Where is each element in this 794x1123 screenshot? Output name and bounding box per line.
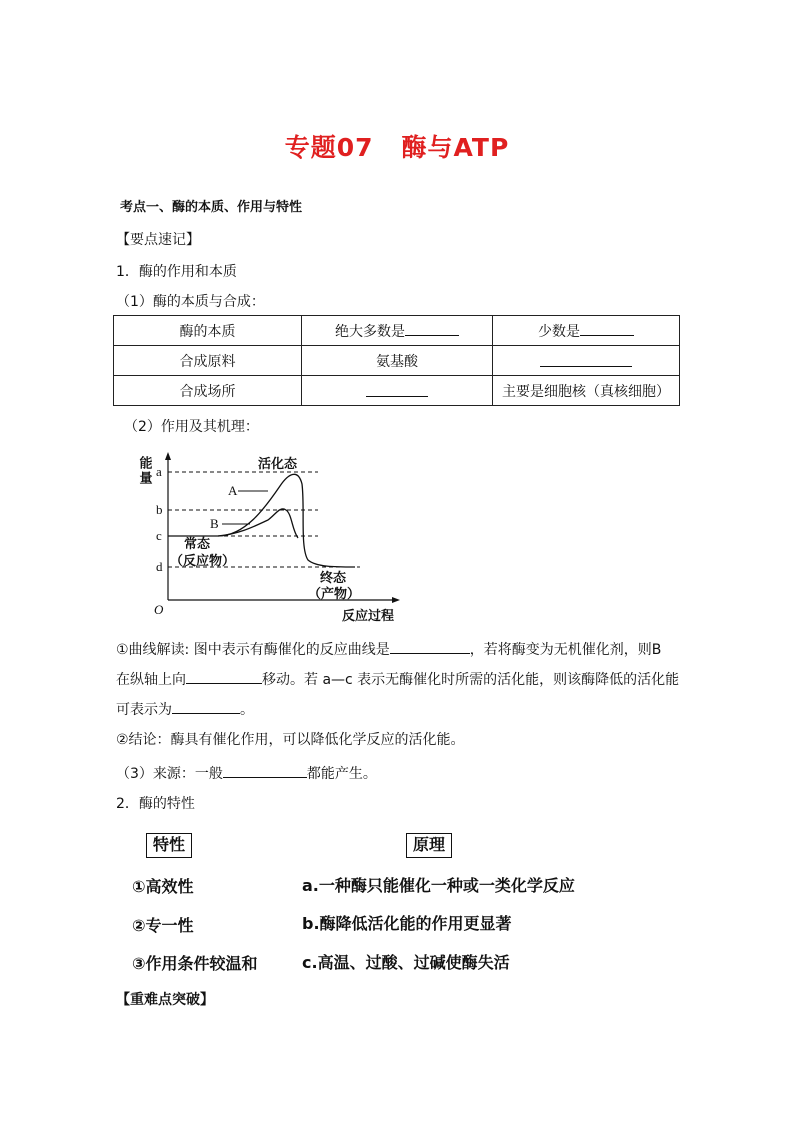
table-cell: 酶的本质 bbox=[114, 316, 302, 346]
principle-item: c.高温、过酸、过碱使酶失活 bbox=[302, 953, 510, 972]
peak-label: 活化态 bbox=[258, 457, 298, 472]
answer-blank[interactable] bbox=[540, 351, 632, 367]
table-row bbox=[114, 376, 680, 406]
answer-blank[interactable] bbox=[366, 381, 428, 397]
trait-item: ③作用条件较温和 bbox=[132, 954, 258, 973]
conclusion-text: ②结论：酶具有催化作用，可以降低化学反应的活化能。 bbox=[116, 732, 465, 748]
curve-b-label: B bbox=[210, 516, 219, 531]
level-d-label: d bbox=[156, 559, 163, 574]
answer-blank[interactable] bbox=[390, 638, 470, 654]
table-row bbox=[114, 346, 680, 376]
answer-blank[interactable] bbox=[580, 320, 634, 336]
table-cell bbox=[302, 376, 493, 406]
source-line: （3）来源：一般 都能产生。 bbox=[116, 762, 377, 784]
traits-header-box: 特性 bbox=[146, 833, 192, 858]
section-heading: 考点一、酶的本质、作用与特性 bbox=[120, 200, 303, 215]
answer-blank[interactable] bbox=[172, 698, 240, 714]
answer-blank[interactable] bbox=[223, 762, 307, 778]
level-a-label: a bbox=[156, 464, 162, 479]
enzyme-nature-table bbox=[113, 315, 680, 406]
sub-2-heading: （2）作用及其机理： bbox=[124, 419, 259, 435]
question-1-line-3: 可表示为 。 bbox=[116, 698, 254, 720]
item-2-heading: 2．酶的特性 bbox=[116, 796, 195, 812]
x-axis-arrow bbox=[392, 597, 400, 603]
answer-blank[interactable] bbox=[186, 668, 262, 684]
end-sub-label: （产物） bbox=[308, 587, 361, 602]
level-c-label: c bbox=[156, 528, 162, 543]
principle-item: b.酶降低活化能的作用更显著 bbox=[302, 914, 512, 933]
curve-a-label: A bbox=[228, 483, 238, 498]
page-title bbox=[0, 128, 794, 164]
table-row bbox=[114, 316, 680, 346]
table-cell bbox=[493, 346, 680, 376]
y-axis-label: 能量 bbox=[136, 456, 152, 486]
energy-diagram bbox=[136, 448, 430, 628]
origin-label: O bbox=[154, 602, 164, 617]
title-main: 专题07 bbox=[284, 133, 374, 162]
start-sub-label: （反应物） bbox=[170, 554, 236, 569]
end-label: 终态 bbox=[320, 571, 347, 586]
sub-1-heading: （1）酶的本质与合成： bbox=[116, 294, 265, 310]
key-points-heading: 【要点速记】 bbox=[116, 232, 200, 248]
start-label: 常态 bbox=[184, 537, 211, 552]
table-cell: 主要是细胞核（真核细胞） bbox=[493, 376, 680, 406]
principle-item: a.一种酶只能催化一种或一类化学反应 bbox=[302, 876, 575, 895]
trait-item: ①高效性 bbox=[132, 877, 194, 896]
table-cell: 合成原料 bbox=[114, 346, 302, 376]
answer-blank[interactable] bbox=[405, 320, 459, 336]
question-1-line-2: 在纵轴上向 移动。若 a—c 表示无酶催化时所需的活化能，则该酶降低的活化能 bbox=[116, 668, 679, 690]
title-sub: 酶与ATP bbox=[401, 133, 510, 162]
principles-header-box: 原理 bbox=[406, 833, 452, 858]
table-cell: 绝大多数是 bbox=[302, 316, 493, 346]
curve-b bbox=[218, 509, 298, 538]
item-1-heading: 1．酶的作用和本质 bbox=[116, 264, 237, 280]
level-b-label: b bbox=[156, 502, 163, 517]
y-axis-arrow bbox=[165, 452, 171, 460]
table-cell: 少数是 bbox=[493, 316, 680, 346]
trait-item: ②专一性 bbox=[132, 916, 194, 935]
table-cell: 合成场所 bbox=[114, 376, 302, 406]
table-cell: 氨基酸 bbox=[302, 346, 493, 376]
x-axis-label: 反应过程 bbox=[342, 609, 395, 624]
difficulty-heading: 【重难点突破】 bbox=[116, 992, 214, 1008]
question-1-line-1: ①曲线解读: 图中表示有酶催化的反应曲线是 ，若将酶变为无机催化剂，则B bbox=[116, 638, 661, 660]
